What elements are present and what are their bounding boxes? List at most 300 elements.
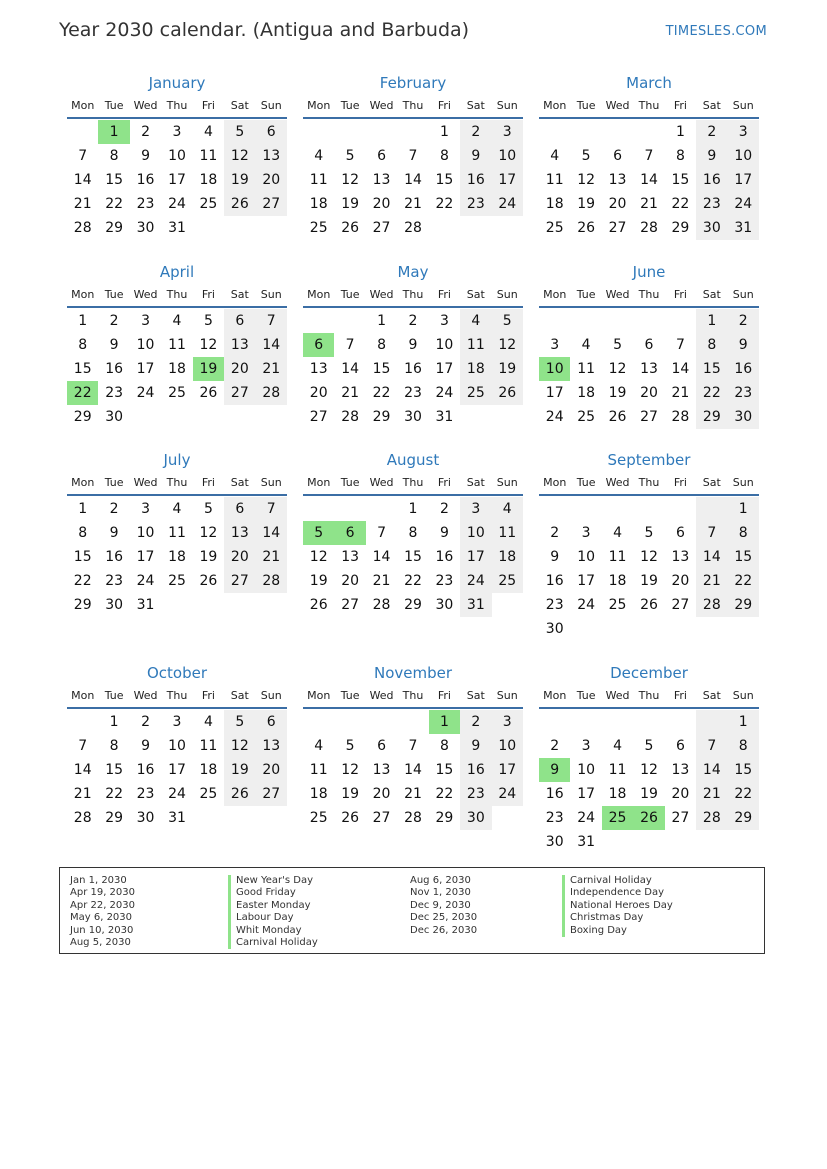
empty-cell (303, 710, 334, 734)
day-cell: 4 (203, 124, 213, 140)
month-name: October (146, 664, 208, 682)
day-cell: 21 (404, 786, 422, 802)
day-cell: 28 (404, 220, 422, 236)
month-name: September (607, 451, 691, 469)
day-cell: 23 (460, 782, 491, 806)
day-cell: 10 (136, 337, 155, 353)
weekday-label: Sun (732, 476, 754, 489)
day-cell: 4 (460, 309, 491, 333)
day-cell: 21 (341, 385, 360, 401)
weekday-label: Tue (104, 689, 124, 702)
empty-cell (665, 710, 696, 734)
day-cell: 13 (608, 172, 627, 188)
day-cell: 27 (372, 810, 391, 826)
weekday-header (67, 284, 287, 308)
day-cell: 28 (696, 593, 727, 617)
day-cell: 26 (640, 597, 658, 613)
day-cell: 18 (199, 172, 218, 188)
day-cell: 12 (199, 337, 218, 353)
month-name: January (148, 74, 206, 92)
day-cell: 26 (341, 220, 360, 236)
weekday-header (303, 95, 523, 119)
day-cell: 29 (73, 597, 92, 613)
empty-cell (161, 593, 192, 617)
day-cell: 29 (372, 409, 391, 425)
weekday-label: Tue (576, 689, 596, 702)
weekday-header (539, 95, 759, 119)
weekday-label: Sat (702, 689, 721, 702)
day-cell: 14 (404, 172, 422, 188)
empty-cell (570, 120, 601, 144)
day-cell: 30 (460, 806, 491, 830)
day-cell: 22 (435, 786, 454, 802)
month-september (539, 450, 759, 641)
weekday-label: Sat (230, 288, 249, 301)
day-cell: 25 (492, 569, 523, 593)
day-cell: 4 (203, 714, 213, 730)
weekday-label: Mon (307, 689, 331, 702)
empty-cell (665, 309, 696, 333)
weekday-label: Wed (133, 689, 158, 702)
day-cell: 13 (372, 172, 391, 188)
day-cell: 13 (671, 549, 690, 565)
day-cell: 24 (168, 786, 186, 802)
day-cell: 8 (78, 337, 88, 353)
day-cell: 27 (671, 597, 690, 613)
legend-date: Apr 19, 2030 (70, 887, 136, 899)
days-grid (67, 497, 287, 617)
day-cell: 9 (460, 144, 491, 168)
day-cell: 12 (224, 734, 255, 758)
day-cell: 17 (136, 361, 155, 377)
day-cell: 7 (644, 148, 654, 164)
day-cell: 18 (545, 196, 564, 212)
day-cell: 22 (372, 385, 391, 401)
day-cell: 17 (435, 361, 454, 377)
day-cell: 13 (224, 521, 255, 545)
weekday-label: Thu (402, 288, 424, 301)
day-cell: 14 (73, 172, 92, 188)
day-cell: 30 (404, 409, 422, 425)
day-cell: 28 (73, 810, 92, 826)
day-cell: 14 (372, 549, 391, 565)
day-cell: 4 (172, 313, 182, 329)
weekday-label: Fri (673, 99, 687, 112)
weekday-label: Sat (466, 288, 485, 301)
empty-cell (633, 497, 664, 521)
day-cell: 26 (608, 409, 627, 425)
weekday-label: Mon (71, 689, 95, 702)
day-cell: 6 (613, 148, 623, 164)
month-november (303, 663, 523, 830)
day-cell: 9 (439, 525, 449, 541)
day-cell: 29 (728, 593, 759, 617)
day-cell: 21 (372, 573, 391, 589)
empty-cell (460, 216, 491, 240)
day-cell: 12 (341, 762, 360, 778)
day-cell: 27 (372, 220, 391, 236)
day-cell: 1 (408, 501, 418, 517)
day-cell: 15 (73, 549, 92, 565)
weekday-label: Sun (732, 99, 754, 112)
weekday-label: Thu (166, 288, 188, 301)
day-cell: 14 (256, 521, 287, 545)
day-cell: 16 (136, 172, 155, 188)
day-cell: 2 (460, 710, 491, 734)
day-cell: 5 (644, 738, 654, 754)
empty-cell (397, 120, 428, 144)
day-cell: 18 (168, 361, 186, 377)
day-cell: 29 (435, 810, 454, 826)
day-cell: 3 (439, 313, 449, 329)
weekday-header (67, 472, 287, 496)
empty-cell (303, 120, 334, 144)
empty-cell (696, 617, 727, 641)
day-cell: 3 (492, 120, 523, 144)
day-cell: 12 (640, 762, 658, 778)
day-cell: 20 (224, 357, 255, 381)
day-cell: 12 (224, 144, 255, 168)
day-cell: 7 (256, 309, 287, 333)
weekday-label: Thu (166, 99, 188, 112)
day-cell: 2 (696, 120, 727, 144)
weekday-label: Sat (466, 476, 485, 489)
day-cell: 17 (577, 786, 596, 802)
day-cell: 10 (435, 337, 454, 353)
days-grid (539, 120, 759, 240)
day-cell: 1 (109, 714, 119, 730)
empty-cell (334, 710, 365, 734)
day-cell: 15 (404, 549, 422, 565)
day-cell: 25 (602, 806, 633, 830)
day-cell: 6 (303, 333, 334, 357)
day-cell: 26 (633, 806, 664, 830)
day-cell: 25 (199, 786, 218, 802)
day-cell: 9 (460, 734, 491, 758)
day-cell: 24 (168, 196, 186, 212)
empty-cell (602, 617, 633, 641)
day-cell: 17 (492, 168, 523, 192)
day-cell: 14 (404, 762, 422, 778)
month-july (67, 450, 287, 617)
day-cell: 24 (136, 385, 155, 401)
empty-cell (224, 216, 255, 240)
day-cell: 18 (199, 762, 218, 778)
empty-cell (334, 309, 365, 333)
weekday-label: Mon (307, 476, 331, 489)
day-cell: 8 (728, 734, 759, 758)
month-february (303, 73, 523, 240)
day-cell: 28 (372, 597, 391, 613)
day-cell: 30 (545, 834, 564, 850)
day-cell: 18 (168, 549, 186, 565)
day-cell: 29 (404, 597, 422, 613)
day-cell: 1 (78, 501, 88, 517)
day-cell: 1 (675, 124, 685, 140)
day-cell: 18 (460, 357, 491, 381)
empty-cell (570, 710, 601, 734)
weekday-label: Wed (369, 689, 394, 702)
empty-cell (602, 497, 633, 521)
day-cell: 5 (644, 525, 654, 541)
weekday-label: Fri (437, 99, 451, 112)
weekday-label: Sat (230, 99, 249, 112)
weekday-label: Sun (260, 99, 282, 112)
day-cell: 6 (334, 521, 365, 545)
weekday-label: Sun (496, 99, 518, 112)
month-name: November (373, 664, 453, 682)
empty-cell (193, 216, 224, 240)
weekday-label: Sat (230, 476, 249, 489)
days-grid (67, 120, 287, 240)
day-cell: 29 (728, 806, 759, 830)
day-cell: 18 (309, 786, 328, 802)
legend-holiday-name: Christmas Day (562, 912, 673, 924)
day-cell: 19 (193, 357, 224, 381)
empty-cell (633, 309, 664, 333)
day-cell: 21 (256, 357, 287, 381)
day-cell: 30 (435, 597, 454, 613)
day-cell: 7 (78, 738, 88, 754)
empty-cell (224, 806, 255, 830)
day-cell: 4 (492, 497, 523, 521)
empty-cell (602, 120, 633, 144)
day-cell: 2 (550, 525, 560, 541)
weekday-label: Sun (496, 288, 518, 301)
month-name: May (397, 263, 429, 281)
day-cell: 26 (199, 573, 218, 589)
day-cell: 24 (545, 409, 564, 425)
days-grid (303, 120, 523, 240)
empty-cell (696, 497, 727, 521)
legend-date: Jun 10, 2030 (70, 924, 134, 936)
empty-cell (193, 593, 224, 617)
empty-cell (366, 120, 397, 144)
day-cell: 23 (136, 786, 155, 802)
day-cell: 12 (608, 361, 627, 377)
day-cell: 11 (309, 762, 328, 778)
legend-holiday-name: Carnival Holiday (562, 875, 673, 887)
days-grid (303, 309, 523, 429)
day-cell: 11 (309, 172, 328, 188)
day-cell: 21 (696, 782, 727, 806)
day-cell: 26 (341, 810, 360, 826)
day-cell: 3 (581, 525, 591, 541)
empty-cell (256, 216, 287, 240)
day-cell: 18 (577, 385, 596, 401)
day-cell: 6 (224, 309, 255, 333)
day-cell: 3 (581, 738, 591, 754)
empty-cell (665, 497, 696, 521)
day-cell: 10 (168, 738, 186, 754)
day-cell: 27 (671, 810, 690, 826)
legend-holiday-name: Independence Day (562, 887, 673, 899)
day-cell: 26 (309, 597, 328, 613)
day-cell: 25 (168, 385, 186, 401)
day-cell: 28 (256, 381, 287, 405)
day-cell: 7 (256, 497, 287, 521)
legend-date: Aug 5, 2030 (70, 937, 131, 949)
month-name: April (159, 263, 195, 281)
weekday-header (303, 685, 523, 709)
day-cell: 8 (109, 148, 119, 164)
day-cell: 5 (613, 337, 623, 353)
empty-cell (492, 405, 523, 429)
days-grid (67, 309, 287, 429)
day-cell: 8 (728, 521, 759, 545)
day-cell: 10 (577, 762, 596, 778)
day-cell: 19 (199, 549, 218, 565)
day-cell: 6 (675, 525, 685, 541)
day-cell: 31 (168, 220, 186, 236)
day-cell: 9 (550, 549, 560, 565)
day-cell: 6 (256, 710, 287, 734)
month-june (539, 262, 759, 429)
day-cell: 19 (341, 196, 360, 212)
day-cell: 23 (545, 810, 564, 826)
day-cell: 27 (309, 409, 328, 425)
weekday-label: Mon (543, 99, 567, 112)
legend-holiday-name: National Heroes Day (562, 900, 673, 912)
day-cell: 4 (581, 337, 591, 353)
weekday-label: Fri (201, 288, 215, 301)
day-cell: 30 (728, 405, 759, 429)
day-cell: 6 (377, 148, 387, 164)
days-grid (539, 309, 759, 429)
weekday-label: Tue (340, 288, 360, 301)
weekday-label: Sun (260, 288, 282, 301)
day-cell: 6 (675, 738, 685, 754)
day-cell: 26 (199, 385, 218, 401)
day-cell: 27 (224, 569, 255, 593)
empty-cell (193, 405, 224, 429)
legend-holiday-name: Good Friday (228, 887, 318, 899)
day-cell: 17 (136, 549, 155, 565)
day-cell: 24 (728, 192, 759, 216)
empty-cell (696, 710, 727, 734)
empty-cell (303, 497, 334, 521)
day-cell: 9 (539, 758, 570, 782)
site-link[interactable]: TIMESLES.COM (665, 24, 767, 39)
legend-names-right (562, 875, 673, 937)
empty-cell (366, 710, 397, 734)
day-cell: 2 (460, 120, 491, 144)
weekday-label: Sun (732, 288, 754, 301)
legend-date: May 6, 2030 (70, 912, 133, 924)
weekday-label: Tue (340, 689, 360, 702)
day-cell: 16 (136, 762, 155, 778)
day-cell: 23 (136, 196, 155, 212)
weekday-label: Thu (638, 99, 660, 112)
day-cell: 28 (671, 409, 690, 425)
weekday-label: Thu (166, 689, 188, 702)
day-cell: 8 (439, 148, 449, 164)
legend-dates-left (70, 875, 135, 949)
day-cell: 1 (728, 710, 759, 734)
day-cell: 7 (377, 525, 387, 541)
day-cell: 25 (577, 409, 596, 425)
day-cell: 5 (581, 148, 591, 164)
day-cell: 25 (460, 381, 491, 405)
day-cell: 12 (199, 525, 218, 541)
day-cell: 15 (73, 361, 92, 377)
day-cell: 3 (172, 124, 182, 140)
weekday-label: Wed (605, 99, 630, 112)
day-cell: 2 (141, 124, 151, 140)
month-name: June (632, 263, 666, 281)
month-april (67, 262, 287, 429)
empty-cell (539, 309, 570, 333)
day-cell: 20 (671, 786, 690, 802)
day-cell: 12 (640, 549, 658, 565)
day-cell: 12 (341, 172, 360, 188)
day-cell: 13 (256, 144, 287, 168)
day-cell: 22 (67, 381, 98, 405)
day-cell: 14 (73, 762, 92, 778)
day-cell: 19 (640, 573, 658, 589)
empty-cell (224, 405, 255, 429)
weekday-label: Fri (673, 288, 687, 301)
day-cell: 23 (460, 192, 491, 216)
day-cell: 25 (168, 573, 186, 589)
day-cell: 7 (78, 148, 88, 164)
day-cell: 4 (550, 148, 560, 164)
weekday-label: Sun (732, 689, 754, 702)
day-cell: 30 (696, 216, 727, 240)
day-cell: 19 (608, 385, 627, 401)
day-cell: 28 (640, 220, 658, 236)
empty-cell (256, 405, 287, 429)
weekday-label: Fri (437, 476, 451, 489)
empty-cell (256, 806, 287, 830)
day-cell: 25 (545, 220, 564, 236)
weekday-label: Fri (201, 99, 215, 112)
day-cell: 16 (696, 168, 727, 192)
day-cell: 8 (78, 525, 88, 541)
month-august (303, 450, 523, 617)
empty-cell (602, 710, 633, 734)
day-cell: 8 (408, 525, 418, 541)
day-cell: 25 (608, 597, 627, 613)
empty-cell (633, 120, 664, 144)
day-cell: 2 (439, 501, 449, 517)
day-cell: 20 (256, 168, 287, 192)
day-cell: 31 (435, 409, 454, 425)
empty-cell (303, 309, 334, 333)
day-cell: 21 (73, 196, 92, 212)
day-cell: 4 (314, 148, 324, 164)
empty-cell (570, 617, 601, 641)
day-cell: 3 (141, 313, 151, 329)
day-cell: 7 (408, 148, 418, 164)
day-cell: 24 (492, 782, 523, 806)
day-cell: 30 (136, 220, 155, 236)
weekday-label: Fri (437, 288, 451, 301)
day-cell: 17 (168, 762, 186, 778)
weekday-label: Mon (71, 476, 95, 489)
legend-date: Nov 1, 2030 (410, 887, 471, 899)
day-cell: 28 (696, 806, 727, 830)
month-name: July (163, 451, 191, 469)
month-january (67, 73, 287, 240)
day-cell: 5 (492, 309, 523, 333)
day-cell: 15 (696, 357, 727, 381)
day-cell: 22 (73, 573, 92, 589)
day-cell: 3 (492, 710, 523, 734)
weekday-label: Thu (402, 689, 424, 702)
day-cell: 4 (172, 501, 182, 517)
day-cell: 8 (109, 738, 119, 754)
